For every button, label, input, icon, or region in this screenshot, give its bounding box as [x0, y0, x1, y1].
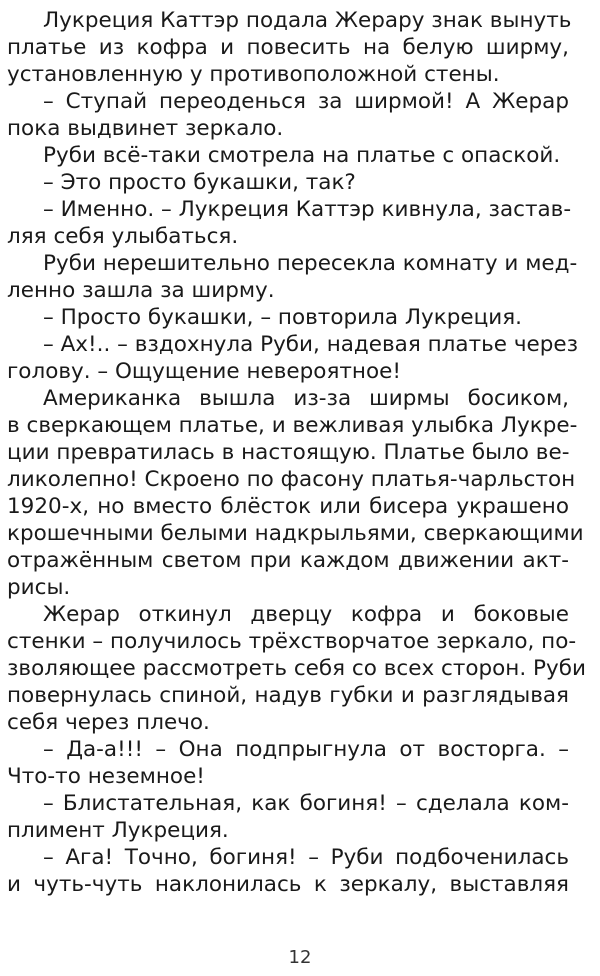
body-text	[7, 7, 586, 898]
text-line: – Ступай переоденься за ширмой! А Жерар	[43, 89, 569, 114]
text-line: рисы.	[7, 575, 71, 600]
text-line: и чуть-чуть наклонилась к зеркалу, выставляя	[7, 872, 569, 897]
paragraph	[7, 385, 584, 601]
text-line: – Именно. – Лукреция Каттэр кивнула, застав-	[43, 197, 572, 222]
text-line: – Да-а!!! – Она подпрыгнула от восторга. –	[43, 737, 569, 762]
text-line: Лукреция Каттэр подала Жерару знак вынуть	[43, 8, 572, 33]
paragraph	[7, 304, 569, 331]
page-number: 12	[288, 947, 312, 968]
text-line: отражённым светом при каждом движении акт-	[7, 548, 569, 573]
text-line: ликолепно! Скроено по фасону платья-чарльстон	[7, 467, 576, 492]
text-line: – Это просто букашки, так?	[43, 170, 356, 195]
text-line: плимент Лукреция.	[7, 818, 229, 843]
text-line: стенки – получилось трёхстворчатое зеркало, по-	[7, 629, 577, 654]
paragraph	[7, 196, 572, 250]
paragraph	[7, 142, 569, 169]
text-line: голову. – Ощущение невероятное!	[7, 359, 401, 384]
text-line: Американка вышла из-за ширмы босиком,	[43, 386, 569, 411]
text-line: – Ах!.. – вздохнула Руби, надевая платье через	[43, 332, 579, 357]
text-line: – Просто букашки, – повторила Лукреция.	[43, 305, 522, 330]
text-line: крошечными белыми надкрыльями, сверкающими	[7, 521, 584, 546]
text-line: пока выдвинет зеркало.	[7, 116, 284, 141]
text-line: ляя себя улыбаться.	[7, 224, 239, 249]
text-line: Жерар откинул дверцу кофра и боковые	[43, 602, 569, 627]
text-line: ции превратилась в настоящую. Платье было ве-	[7, 440, 570, 465]
paragraph	[7, 790, 569, 844]
paragraph	[7, 331, 579, 385]
text-line: Руби всё-таки смотрела на платье с опаской.	[43, 143, 561, 168]
text-line: ленно зашла за ширму.	[7, 278, 275, 303]
paragraph	[7, 250, 578, 304]
text-line: установленную у противоположной стены.	[7, 62, 500, 87]
text-line: Что-то неземное!	[7, 764, 205, 789]
paragraph	[7, 844, 569, 898]
paragraph	[7, 169, 569, 196]
text-line: в сверкающем платье, и вежливая улыбка Лукре-	[7, 413, 578, 438]
text-line: Руби нерешительно пересекла комнату и мед-	[43, 251, 578, 276]
paragraph	[7, 88, 569, 142]
paragraph	[7, 7, 572, 88]
text-line: 1920-х, но вместо блёсток или бисера украшено	[7, 494, 569, 519]
paragraph	[7, 601, 586, 736]
text-line: зволяющее рассмотреть себя со всех сторон. Руби	[7, 656, 586, 681]
text-line: – Ага! Точно, богиня! – Руби подбоченилась	[43, 845, 569, 870]
text-line: – Блистательная, как богиня! – сделала ком-	[43, 791, 569, 816]
paragraph	[7, 736, 569, 790]
text-line: платье из кофра и повесить на белую ширму,	[7, 35, 569, 60]
text-line: себя через плечо.	[7, 710, 210, 735]
text-line: повернулась спиной, надув губки и разглядывая	[7, 683, 569, 708]
